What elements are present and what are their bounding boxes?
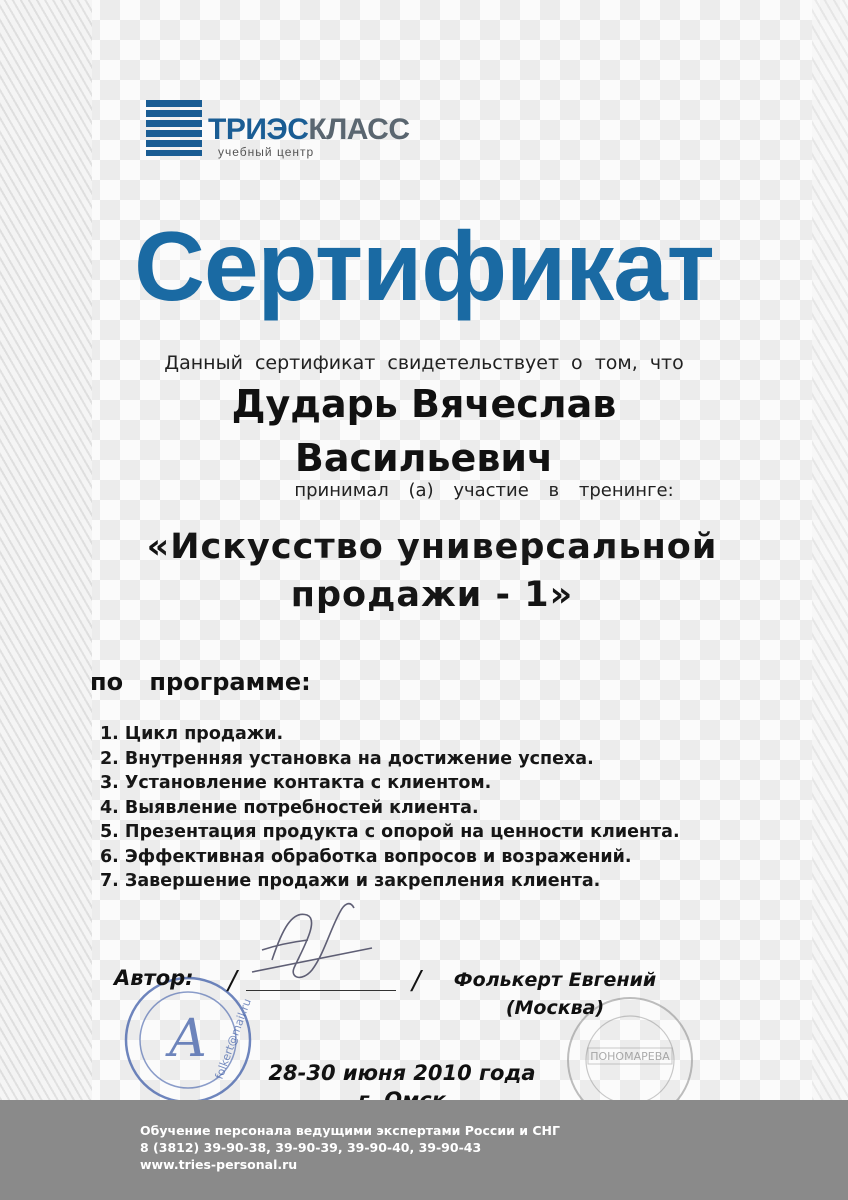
program-item: 3. Установление контакта с клиентом. [100, 773, 492, 793]
logo-name-part1: ТРИЭС [208, 113, 309, 146]
signature-slash-left: / [228, 966, 237, 996]
course-title-line1: «Искусство универсальной [146, 527, 718, 567]
author-name [440, 966, 670, 1022]
logo-name [208, 113, 410, 147]
program-item: 1. Цикл продажи. [100, 724, 284, 744]
program-item: 5. Презентация продукта с опорой на ценности клиента. [100, 822, 680, 842]
footer-contacts [140, 1122, 560, 1173]
logo-subtitle: учебный центр [218, 145, 315, 159]
stamp-right-text: ПОНОМАРЕВА [590, 1050, 670, 1063]
certificate-title: Сертификат [134, 211, 714, 321]
program-list [100, 722, 680, 894]
program-item: 7. Завершение продажи и закрепления клиента. [100, 871, 601, 891]
program-item: 4. Выявление потребностей клиента. [100, 797, 479, 818]
author-signature-icon [232, 890, 392, 1000]
intro-text: Данный сертификат свидетельствует о том, что [164, 352, 684, 374]
recipient-name-line1: Дударь Вячеслав [231, 382, 617, 426]
logo-name-part2: КЛАСС [308, 113, 410, 146]
author-name-line1: Фолькерт Евгений [453, 969, 657, 991]
recipient-name-line2: Васильевич [294, 436, 554, 480]
footer-band [0, 1100, 848, 1200]
program-item: 2. Внутренняя установка на достижение успеха. [100, 748, 594, 769]
training-date: 28-30 июня 2010 года [268, 1061, 536, 1085]
author-name-line2: (Москва) [505, 997, 605, 1019]
footer-tagline: Обучение персонала ведущими экспертами России и СНГ [140, 1123, 560, 1138]
participation-text: принимал (а) участие в тренинге: [294, 480, 674, 501]
signature-slash-right: / [412, 966, 421, 996]
author-label: Автор: [114, 966, 194, 990]
stamp-email: folkert@mail.ru [212, 996, 254, 1082]
company-logo [146, 100, 446, 164]
stamp-letter: A [169, 1009, 207, 1069]
footer-phones: 8 (3812) 39-90-38, 39-90-39, 39-90-40, 39-90-43 [140, 1140, 482, 1155]
signature-line [246, 990, 396, 991]
footer-website: www.tries-personal.ru [140, 1157, 298, 1172]
logo-mark-icon [146, 100, 202, 156]
program-label: по программе: [90, 668, 311, 696]
course-title-line2: продажи - 1» [290, 575, 574, 615]
program-item: 6. Эффективная обработка вопросов и возражений. [100, 846, 632, 867]
